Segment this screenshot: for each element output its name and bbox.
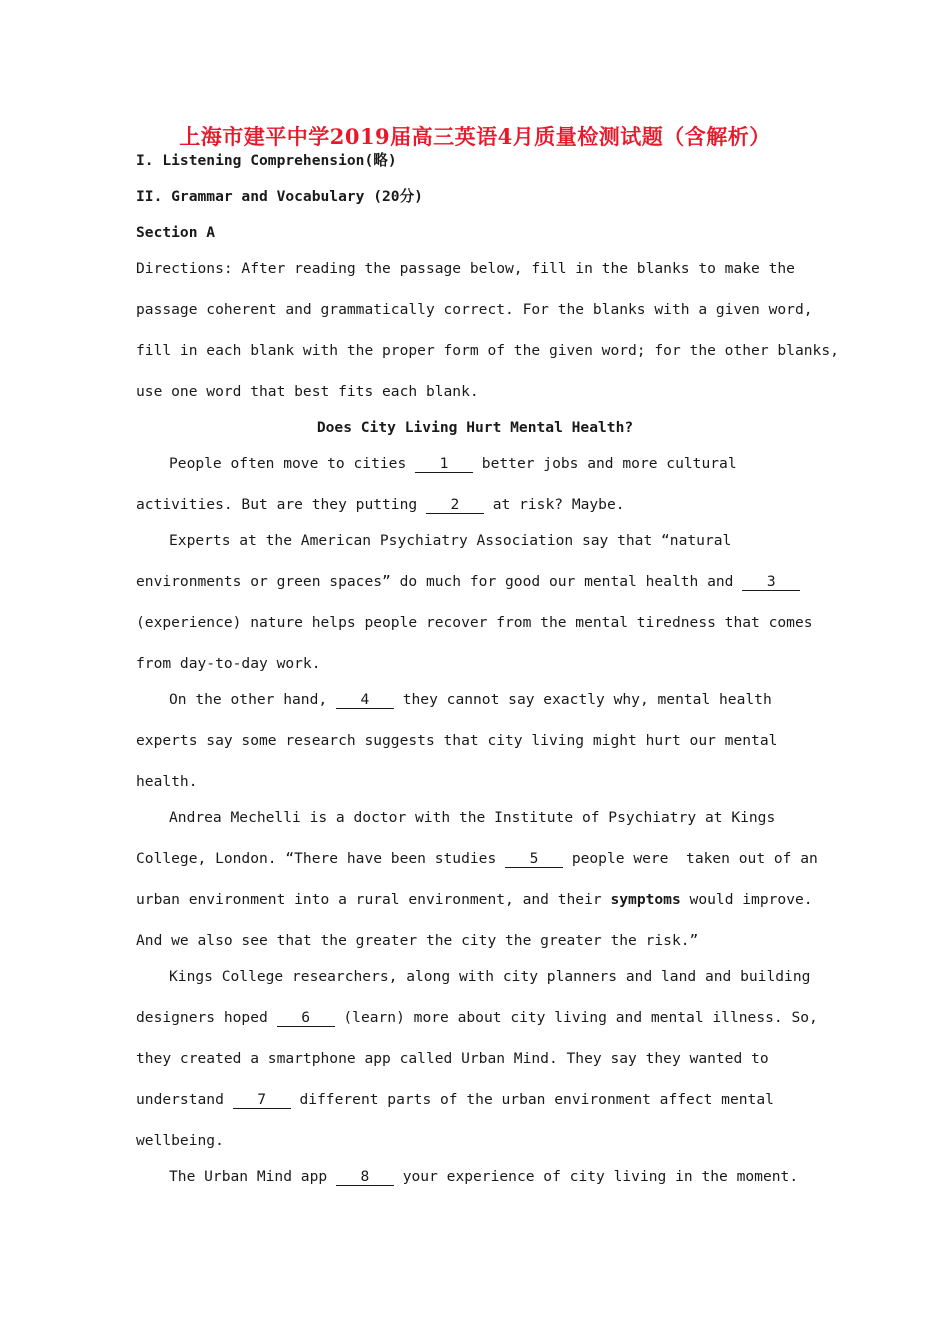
passage-line: (experience) nature helps people recover from the mental tiredness that comes [136,614,813,631]
text-run: your experience of city living in the moment. [393,1168,799,1185]
text-run: would improve. [680,891,813,908]
blank-8: 8 [336,1169,394,1186]
text-run: On the other hand, [169,691,336,708]
text-run: environments or green spaces” do much for good our mental health and [136,573,743,590]
text-run: different parts of the urban environment affect mental [290,1091,774,1108]
text-run: at risk? Maybe. [483,496,625,513]
blank-5: 5 [505,851,563,868]
text-run: better jobs and more cultural [473,455,737,472]
text-run: urban environment into a rural environment, and their [136,891,611,908]
blank-4: 4 [336,692,394,709]
passage-title: Does City Living Hurt Mental Health? [316,419,634,436]
passage-line: wellbeing. [136,1132,224,1149]
passage-line [136,890,813,910]
directions-line: fill in each blank with the proper form of the given word; for the other blanks, [136,342,839,359]
passage-line [169,1167,798,1187]
text-run: they cannot say exactly why, mental health [393,691,772,708]
passage-line: from day-to-day work. [136,655,321,672]
passage-line [136,1090,774,1110]
passage-line [169,454,737,474]
passage-line: experts say some research suggests that city living might hurt our mental [136,732,778,749]
text-run: People often move to cities [169,455,416,472]
passage-line: health. [136,773,198,790]
text-run: understand [136,1091,233,1108]
blank-1: 1 [415,456,473,473]
passage-line: they created a smartphone app called Urban Mind. They say they wanted to [136,1050,769,1067]
directions-line: passage coherent and grammatically correct. For the blanks with a given word, [136,301,813,318]
passage-line: Andrea Mechelli is a doctor with the Institute of Psychiatry at Kings [169,809,776,826]
text-run: designers hoped [136,1009,277,1026]
blank-3: 3 [742,574,800,591]
passage-line: Experts at the American Psychiatry Association say that “natural [169,532,732,549]
passage-line [169,690,772,710]
document-title: 上海市建平中学2019届高三英语4月质量检测试题（含解析） [179,124,771,149]
blank-7: 7 [233,1092,291,1109]
blank-2: 2 [426,497,484,514]
directions-line: Directions: After reading the passage below, fill in the blanks to make the [136,260,795,277]
section-listening: I. Listening Comprehension(略) [136,152,397,169]
text-run: The Urban Mind app [169,1168,336,1185]
section-grammar: II. Grammar and Vocabulary (20分) [136,188,423,205]
passage-line [136,572,800,592]
passage-line: Kings College researchers, along with city planners and land and building [169,968,811,985]
text-run: College, London. “There have been studies [136,850,506,867]
passage-line [136,849,818,869]
passage-line: And we also see that the greater the city the greater the risk.” [136,932,699,949]
directions-line: use one word that best fits each blank. [136,383,479,400]
passage-line [136,1008,818,1028]
section-a-heading: Section A [136,224,216,241]
text-run: activities. But are they putting [136,496,426,513]
blank-6: 6 [277,1010,335,1027]
text-run: people were taken out of an [563,850,818,867]
passage-line [136,495,625,515]
bold-keyword: symptoms [610,891,681,908]
text-run: (learn) more about city living and mental illness. So, [334,1009,818,1026]
